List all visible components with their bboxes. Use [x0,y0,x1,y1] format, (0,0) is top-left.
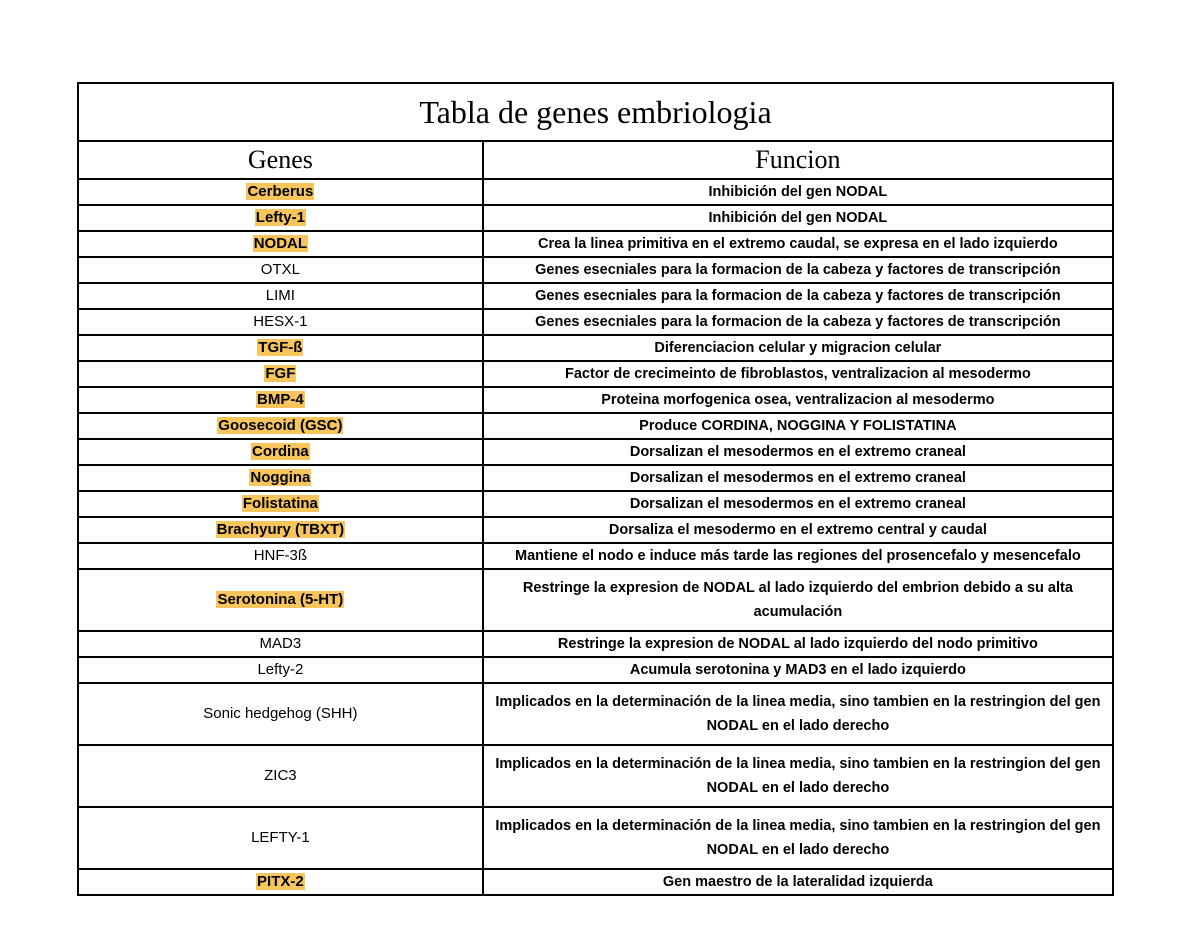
gene-cell [78,205,483,231]
gene-name: FGF [265,365,296,382]
table-row [78,569,1113,631]
gene-name: Lefty-2 [257,661,304,678]
gene-name: ZIC3 [264,767,297,784]
gene-name: Serotonina (5-HT) [217,591,344,608]
function-cell: Dorsaliza el mesodermo en el extremo central y caudal [483,517,1113,543]
gene-cell [78,657,483,683]
function-cell: Factor de crecimeinto de fibroblastos, ventralizacion al mesodermo [483,361,1113,387]
genes-header: Genes [78,141,483,179]
gene-cell [78,745,483,807]
gene-name: NODAL [253,235,308,252]
function-cell: Genes esecniales para la formacion de la cabeza y factores de transcripción [483,283,1113,309]
function-cell: Inhibición del gen NODAL [483,205,1113,231]
table-row [78,205,1113,231]
function-cell: Crea la linea primitiva en el extremo caudal, se expresa en el lado izquierdo [483,231,1113,257]
gene-cell [78,335,483,361]
gene-cell [78,465,483,491]
table-row [78,309,1113,335]
title-row [78,83,1113,141]
gene-name: Noggina [250,469,311,486]
table-row [78,745,1113,807]
function-cell: Produce CORDINA, NOGGINA Y FOLISTATINA [483,413,1113,439]
gene-name: HESX-1 [253,313,308,330]
gene-name: BMP-4 [257,391,304,408]
gene-cell [78,517,483,543]
table-row [78,231,1113,257]
gene-cell [78,869,483,895]
function-cell: Dorsalizan el mesodermos en el extremo craneal [483,465,1113,491]
table-row [78,361,1113,387]
table-row [78,807,1113,869]
gene-cell [78,361,483,387]
function-cell: Dorsalizan el mesodermos en el extremo craneal [483,439,1113,465]
table-row [78,869,1113,895]
gene-cell [78,807,483,869]
gene-name: LIMI [265,287,295,304]
gene-name: Folistatina [242,495,318,512]
function-cell: Implicados en la determinación de la linea media, sino tambien en la restringion del gen NODAL en el lado derecho [483,807,1113,869]
gene-table [77,82,1114,896]
gene-name: Cordina [252,443,309,460]
table-row [78,465,1113,491]
function-cell: Restringe la expresion de NODAL al lado izquierdo del nodo primitivo [483,631,1113,657]
gene-cell [78,683,483,745]
gene-name: MAD3 [259,635,302,652]
function-cell: Dorsalizan el mesodermos en el extremo craneal [483,491,1113,517]
function-cell: Mantiene el nodo e induce más tarde las regiones del prosencefalo y mesencefalo [483,543,1113,569]
gene-cell [78,543,483,569]
gene-name: HNF-3ß [253,547,308,564]
header-row [78,141,1113,179]
table-row [78,631,1113,657]
function-cell: Gen maestro de la lateralidad izquierda [483,869,1113,895]
gene-cell [78,631,483,657]
function-cell: Diferenciacion celular y migracion celular [483,335,1113,361]
gene-cell [78,179,483,205]
table-row [78,257,1113,283]
gene-name: Lefty-1 [255,209,305,226]
gene-name: Brachyury (TBXT) [216,521,345,538]
gene-name: PITX-2 [257,873,304,890]
table-row [78,683,1113,745]
gene-cell [78,257,483,283]
gene-cell [78,569,483,631]
table-row [78,543,1113,569]
gene-cell [78,491,483,517]
table-row [78,335,1113,361]
function-cell: Genes esecniales para la formacion de la cabeza y factores de transcripción [483,309,1113,335]
gene-cell [78,439,483,465]
gene-name: OTXL [260,261,300,278]
gene-cell [78,387,483,413]
gene-name: Cerberus [247,183,314,200]
gene-name: Goosecoid (GSC) [218,417,343,434]
table-row [78,657,1113,683]
table-row [78,179,1113,205]
table-body [78,179,1113,895]
gene-cell [78,283,483,309]
table-row [78,517,1113,543]
table-row [78,413,1113,439]
table-title: Tabla de genes embriologia [78,83,1113,141]
function-cell: Inhibición del gen NODAL [483,179,1113,205]
gene-cell [78,309,483,335]
table-row [78,491,1113,517]
function-cell: Restringe la expresion de NODAL al lado izquierdo del embrion debido a su alta acumulación [483,569,1113,631]
function-cell: Implicados en la determinación de la linea media, sino tambien en la restringion del gen NODAL en el lado derecho [483,683,1113,745]
table-row [78,283,1113,309]
gene-name: Sonic hedgehog (SHH) [203,705,358,722]
function-cell: Proteina morfogenica osea, ventralizacion al mesodermo [483,387,1113,413]
gene-name: LEFTY-1 [251,829,310,846]
gene-cell [78,231,483,257]
function-header: Funcion [483,141,1113,179]
gene-cell [78,413,483,439]
table-row [78,387,1113,413]
function-cell: Implicados en la determinación de la linea media, sino tambien en la restringion del gen NODAL en el lado derecho [483,745,1113,807]
function-cell: Genes esecniales para la formacion de la cabeza y factores de transcripción [483,257,1113,283]
gene-name: TGF-ß [258,339,303,356]
function-cell: Acumula serotonina y MAD3 en el lado izquierdo [483,657,1113,683]
table-row [78,439,1113,465]
